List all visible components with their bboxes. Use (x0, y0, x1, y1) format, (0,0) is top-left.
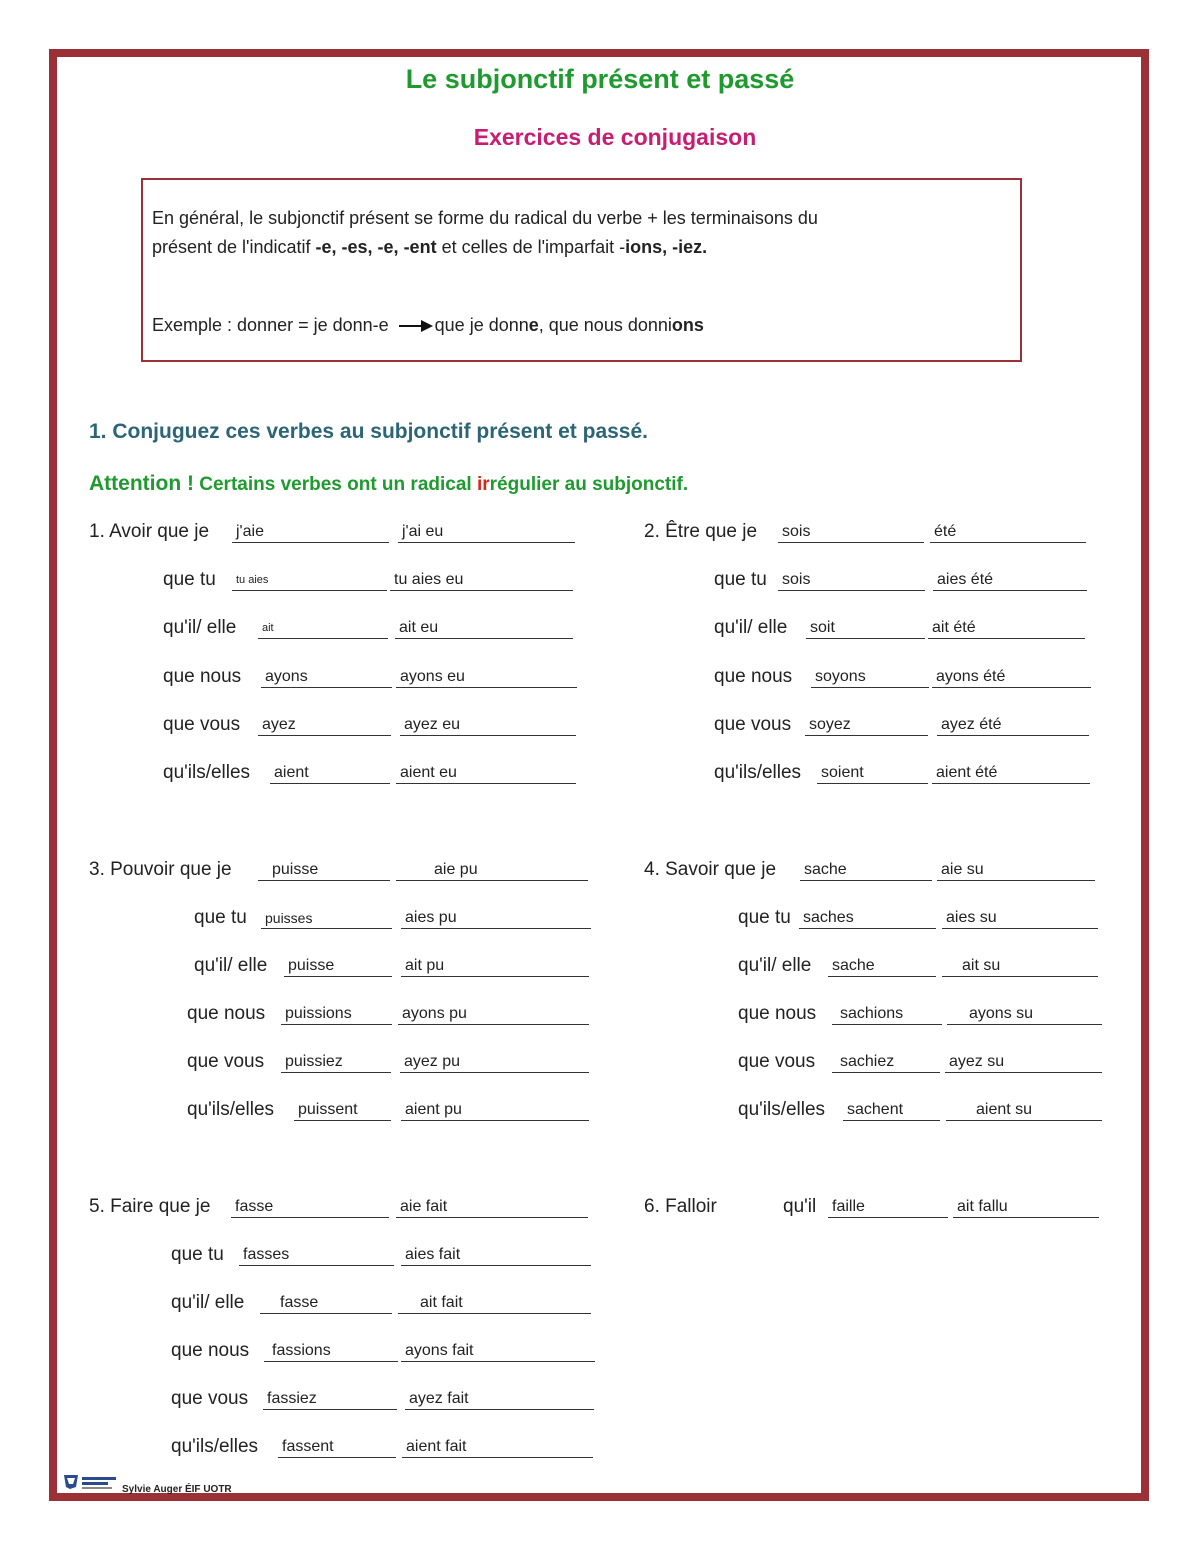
answer-present[interactable]: j'aie (232, 521, 389, 543)
pronoun-label: qu'ils/elles (163, 762, 251, 783)
answer-passe[interactable]: aient fait (402, 1436, 593, 1458)
university-logo-icon (62, 1471, 118, 1493)
answer-present[interactable]: puissions (281, 1003, 392, 1025)
answer-present[interactable]: fassent (278, 1436, 396, 1458)
attention-text: Certains verbes ont un radical (193, 474, 477, 495)
answer-passe[interactable]: ayons eu (396, 666, 577, 688)
pronoun-label: qu'ils/elles (714, 762, 802, 783)
answer-present[interactable]: puisses (261, 907, 392, 929)
answer-passe[interactable]: aient su (946, 1099, 1102, 1121)
pronoun-label: que tu (194, 907, 247, 928)
answer-present[interactable]: faille (828, 1196, 948, 1218)
example-text: Exemple : donner = je donn-e (152, 315, 389, 335)
answer-present[interactable]: soit (806, 617, 925, 639)
answer-passe[interactable]: ayez pu (400, 1051, 589, 1073)
verb-heading: 6. Falloir (644, 1196, 717, 1217)
answer-passe[interactable]: aie pu (396, 859, 588, 881)
answer-present[interactable]: puisse (258, 859, 390, 881)
answer-passe[interactable]: ayez eu (400, 714, 576, 736)
rule-example (152, 315, 704, 336)
answer-passe[interactable]: ayons pu (398, 1003, 589, 1025)
pronoun-label: qu'il/ elle (714, 617, 788, 638)
answer-passe[interactable]: ait été (928, 617, 1085, 639)
attention-note (89, 472, 688, 496)
rule-line-1: En général, le subjonctif présent se forme du radical du verbe + les terminaisons du (152, 208, 818, 228)
answer-present[interactable]: puissiez (281, 1051, 391, 1073)
answer-present[interactable]: sois (778, 569, 925, 591)
arrow-right-icon (399, 319, 433, 333)
answer-passe[interactable]: été (930, 521, 1086, 543)
verb-heading: 4. Savoir que je (644, 859, 777, 880)
pronoun-label: que tu (171, 1244, 224, 1265)
answer-passe[interactable]: ayez su (945, 1051, 1102, 1073)
page-subtitle: Exercices de conjugaison (473, 124, 757, 150)
answer-passe[interactable]: ayons su (947, 1003, 1102, 1025)
pronoun-label: que nous (714, 666, 793, 687)
pronoun-label: que nous (738, 1003, 817, 1024)
pronoun-label: que vous (163, 714, 241, 735)
answer-passe[interactable]: ayez fait (405, 1388, 594, 1410)
answer-present[interactable]: puisse (284, 955, 392, 977)
answer-passe[interactable]: aient eu (396, 762, 576, 784)
answer-present[interactable]: soyez (805, 714, 928, 736)
pronoun-label: qu'ils/elles (171, 1436, 259, 1457)
answer-present[interactable]: tu aies (232, 569, 387, 591)
verb-heading: 5. Faire que je (89, 1196, 211, 1217)
example-text: que je donn (434, 315, 529, 335)
answer-passe[interactable]: ait fait (398, 1292, 591, 1314)
answer-passe[interactable]: ayons fait (401, 1340, 595, 1362)
example-ending: e (528, 315, 539, 335)
pronoun-label: que tu (163, 569, 216, 590)
pronoun-label: qu'il/ elle (171, 1292, 245, 1313)
answer-passe[interactable]: aient pu (401, 1099, 589, 1121)
pronoun-label: que nous (187, 1003, 266, 1024)
answer-present[interactable]: sache (828, 955, 936, 977)
answer-passe[interactable]: aies fait (401, 1244, 591, 1266)
answer-present[interactable]: fasse (231, 1196, 389, 1218)
page-title: Le subjonctif présent et passé (405, 64, 795, 94)
rule-endings: -e, -es, -e, -ent (315, 237, 437, 257)
pronoun-label: qu'il/ elle (194, 955, 268, 976)
rule-line-2 (152, 237, 707, 258)
example-ending: ons (671, 315, 704, 335)
pronoun-label: qu'il/ elle (163, 617, 237, 638)
answer-passe[interactable]: aie su (937, 859, 1095, 881)
answer-present[interactable]: saches (799, 907, 936, 929)
pronoun-label: que nous (163, 666, 242, 687)
pronoun-label: qu'il/ elle (738, 955, 812, 976)
verb-heading: 1. Avoir que je (89, 521, 210, 542)
verb-heading: 2. Être que je (644, 521, 758, 542)
answer-present[interactable]: fassiez (263, 1388, 397, 1410)
rule-text: et celles de l'imparfait - (436, 237, 626, 257)
answer-present[interactable]: soient (817, 762, 928, 784)
answer-passe[interactable]: aie fait (396, 1196, 588, 1218)
answer-present[interactable]: aient (270, 762, 390, 784)
answer-passe[interactable]: ait pu (401, 955, 589, 977)
answer-present[interactable]: fassions (264, 1340, 398, 1362)
answer-passe[interactable]: ayons été (932, 666, 1091, 688)
answer-passe[interactable]: ait su (942, 955, 1098, 977)
answer-present[interactable]: soyons (811, 666, 929, 688)
answer-present[interactable]: sachiez (832, 1051, 940, 1073)
verb-heading: 3. Pouvoir que je (89, 859, 232, 880)
pronoun-label: que tu (738, 907, 791, 928)
answer-passe[interactable]: aies pu (401, 907, 591, 929)
pronoun-label: que vous (714, 714, 792, 735)
exercise-title: 1. Conjuguez ces verbes au subjonctif présent et passé. (89, 420, 649, 443)
answer-present[interactable]: puissent (294, 1099, 391, 1121)
answer-present[interactable]: sache (800, 859, 932, 881)
pronoun-label: qu'ils/elles (738, 1099, 826, 1120)
attention-highlight: ir (476, 474, 490, 495)
pronoun-label: que vous (738, 1051, 816, 1072)
answer-passe[interactable]: j'ai eu (398, 521, 575, 543)
answer-passe[interactable]: ait eu (395, 617, 573, 639)
example-text: , que nous donni (538, 315, 672, 335)
answer-present[interactable]: ayez (258, 714, 391, 736)
answer-present[interactable]: ait (258, 617, 388, 639)
answer-passe[interactable]: aies su (942, 907, 1098, 929)
rule-text: présent de l'indicatif (152, 237, 316, 257)
attention-text: régulier au subjonctif. (489, 474, 689, 495)
answer-present[interactable]: sachent (843, 1099, 940, 1121)
answer-present[interactable]: sois (778, 521, 924, 543)
attention-label: Attention ! (89, 472, 194, 495)
answer-present[interactable]: ayons (261, 666, 392, 688)
answer-present[interactable]: fasse (260, 1292, 392, 1314)
pronoun-label: que vous (171, 1388, 249, 1409)
answer-passe[interactable]: ait fallu (953, 1196, 1099, 1218)
answer-passe[interactable]: aient été (932, 762, 1090, 784)
footer-author: Sylvie Auger ÉIF UOTR (122, 1484, 232, 1495)
answer-present[interactable]: sachions (832, 1003, 942, 1025)
rule-endings: ions, -iez. (625, 237, 708, 257)
pronoun-label: qu'ils/elles (187, 1099, 275, 1120)
pronoun-label: que vous (187, 1051, 265, 1072)
answer-passe[interactable]: aies été (933, 569, 1087, 591)
answer-passe[interactable]: ayez été (937, 714, 1089, 736)
answer-passe[interactable]: tu aies eu (390, 569, 573, 591)
pronoun-label: que nous (171, 1340, 250, 1361)
pronoun-label: que tu (714, 569, 767, 590)
pronoun-label: qu'il (783, 1196, 817, 1217)
answer-present[interactable]: fasses (239, 1244, 394, 1266)
